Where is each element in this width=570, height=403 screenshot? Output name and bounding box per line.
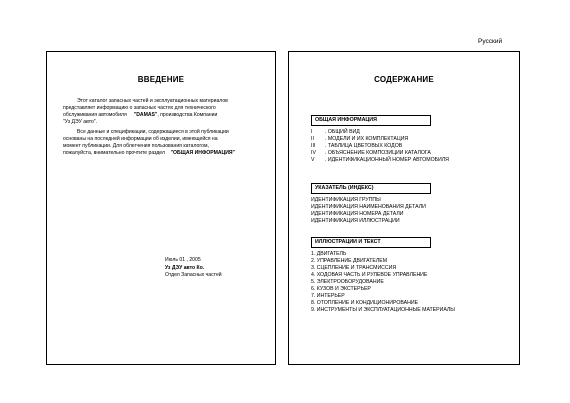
signature-department: Отдел Запасных частей: [165, 272, 222, 278]
toc-item-label: . ТАБЛИЦА ЦВЕТОВЫХ КОДОВ: [325, 142, 403, 149]
section-title: ИЛЛЮСТРАЦИИ И ТЕКСТ: [311, 237, 431, 248]
toc-item[interactable]: 1. ДВИГАТЕЛЬ: [311, 250, 347, 257]
signature-block: [165, 257, 222, 280]
model-name: "DAMAS": [133, 112, 158, 118]
contents-title: СОДЕРЖАНИЕ: [374, 75, 434, 84]
toc-item[interactable]: [311, 143, 511, 150]
introduction-title: ВВЕДЕНИЕ: [137, 75, 185, 84]
intro-paragraph-1: [63, 98, 269, 126]
section-general-info: [311, 108, 511, 164]
intro-p1-line3-post: , производства Компании: [157, 112, 218, 118]
toc-item[interactable]: ИДЕНТИФИКАЦИЯ НОМЕРА ДЕТАЛИ: [311, 210, 404, 217]
section-illustrations: [311, 230, 511, 314]
toc-item[interactable]: [311, 150, 511, 157]
toc-item[interactable]: 4. ХОДОВАЯ ЧАСТЬ И РУЛЕВОЕ УПРАВЛЕНИЕ: [311, 271, 428, 278]
intro-p1-line1: Этот каталог запасных частей и эксплуатационных материалов: [77, 98, 228, 104]
general-info-reference: "ОБЩАЯ ИНФОРМАЦИЯ": [170, 150, 235, 156]
toc-item[interactable]: 5. ЭЛЕКТРООБОРУДОВАНИЕ: [311, 278, 384, 285]
intro-p2-line1: Все данные и спецификации, содержащиеся в этой публикации: [77, 129, 229, 135]
toc-item-number: I: [311, 128, 313, 135]
toc-item[interactable]: ИДЕНТИФИКАЦИЯ ИЛЛЮСТРАЦИИ: [311, 217, 400, 224]
toc-item[interactable]: 6. КУЗОВ И ЭКСТЕРЬЕР: [311, 285, 371, 292]
toc-item-number: III: [311, 142, 316, 149]
signature-company: Уз ДЭУ авто Ко.: [165, 264, 205, 271]
toc-item-number: II: [311, 135, 314, 142]
toc-item[interactable]: 3. СЦЕПЛЕНИЕ И ТРАНСМИССИЯ: [311, 264, 397, 271]
intro-p1-line2: представляет информацию о запасных частях для технического: [63, 105, 216, 111]
intro-p2-line2: основаны на последней информации об изделии, имеющейся на: [63, 136, 218, 142]
toc-item-label: . ОБЪЯСНЕНИЕ КОМПОЗИЦИИ КАТАЛОГА: [325, 149, 431, 156]
language-label: Русский: [478, 38, 503, 45]
toc-item[interactable]: 8. ОТОПЛЕНИЕ И КОНДИЦИОНИРОВАНИЕ: [311, 299, 419, 306]
section-index: [311, 176, 511, 225]
section-title: УКАЗАТЕЛЬ (ИНДЕКС): [311, 183, 431, 194]
signature-date: Июль 01 , 2005: [165, 257, 201, 263]
intro-p2-line4-pre: пожалуйста, внимательно прочтите раздел: [63, 150, 165, 156]
introduction-page: [46, 51, 276, 365]
intro-p2-line3: момент публикации. Для облегчения пользования каталогом,: [63, 143, 209, 149]
toc-item[interactable]: 2. УПРАВЛЕНИЕ ДВИГАТЕЛЕМ: [311, 257, 388, 264]
toc-item-label: . МОДЕЛИ И ИХ КОМПЛЕКТАЦИЯ: [325, 135, 409, 142]
contents-page: [288, 51, 520, 365]
intro-p1-line3-pre: обслуживания автомобиля: [63, 112, 127, 118]
toc-item[interactable]: ИДЕНТИФИКАЦИЯ НАИМЕНОВАНИЯ ДЕТАЛИ: [311, 203, 426, 210]
intro-paragraph-2: [63, 129, 269, 157]
intro-p1-line4: "Уз ДЭУ авто".: [63, 119, 98, 125]
toc-item-label: . ОБЩИЙ ВИД: [325, 128, 360, 135]
toc-item[interactable]: [311, 129, 511, 136]
toc-item-number: IV: [311, 149, 316, 156]
toc-item[interactable]: [311, 157, 511, 164]
toc-item[interactable]: [311, 136, 511, 143]
toc-item[interactable]: ИДЕНТИФИКАЦИЯ ГРУППЫ: [311, 196, 381, 203]
toc-item-label: . ИДЕНТИФИКАЦИОННЫЙ НОМЕР АВТОМОБИЛЯ: [325, 156, 449, 163]
section-title: ОБЩАЯ ИНФОРМАЦИЯ: [311, 115, 431, 126]
toc-item-number: V: [311, 156, 315, 163]
toc-item[interactable]: 9. ИНСТРУМЕНТЫ И ЭКСПЛУАТАЦИОННЫЕ МАТЕРИАЛЫ: [311, 306, 455, 313]
toc-item[interactable]: 7. ИНТЕРЬЕР: [311, 292, 345, 299]
introduction-text: [63, 98, 269, 157]
